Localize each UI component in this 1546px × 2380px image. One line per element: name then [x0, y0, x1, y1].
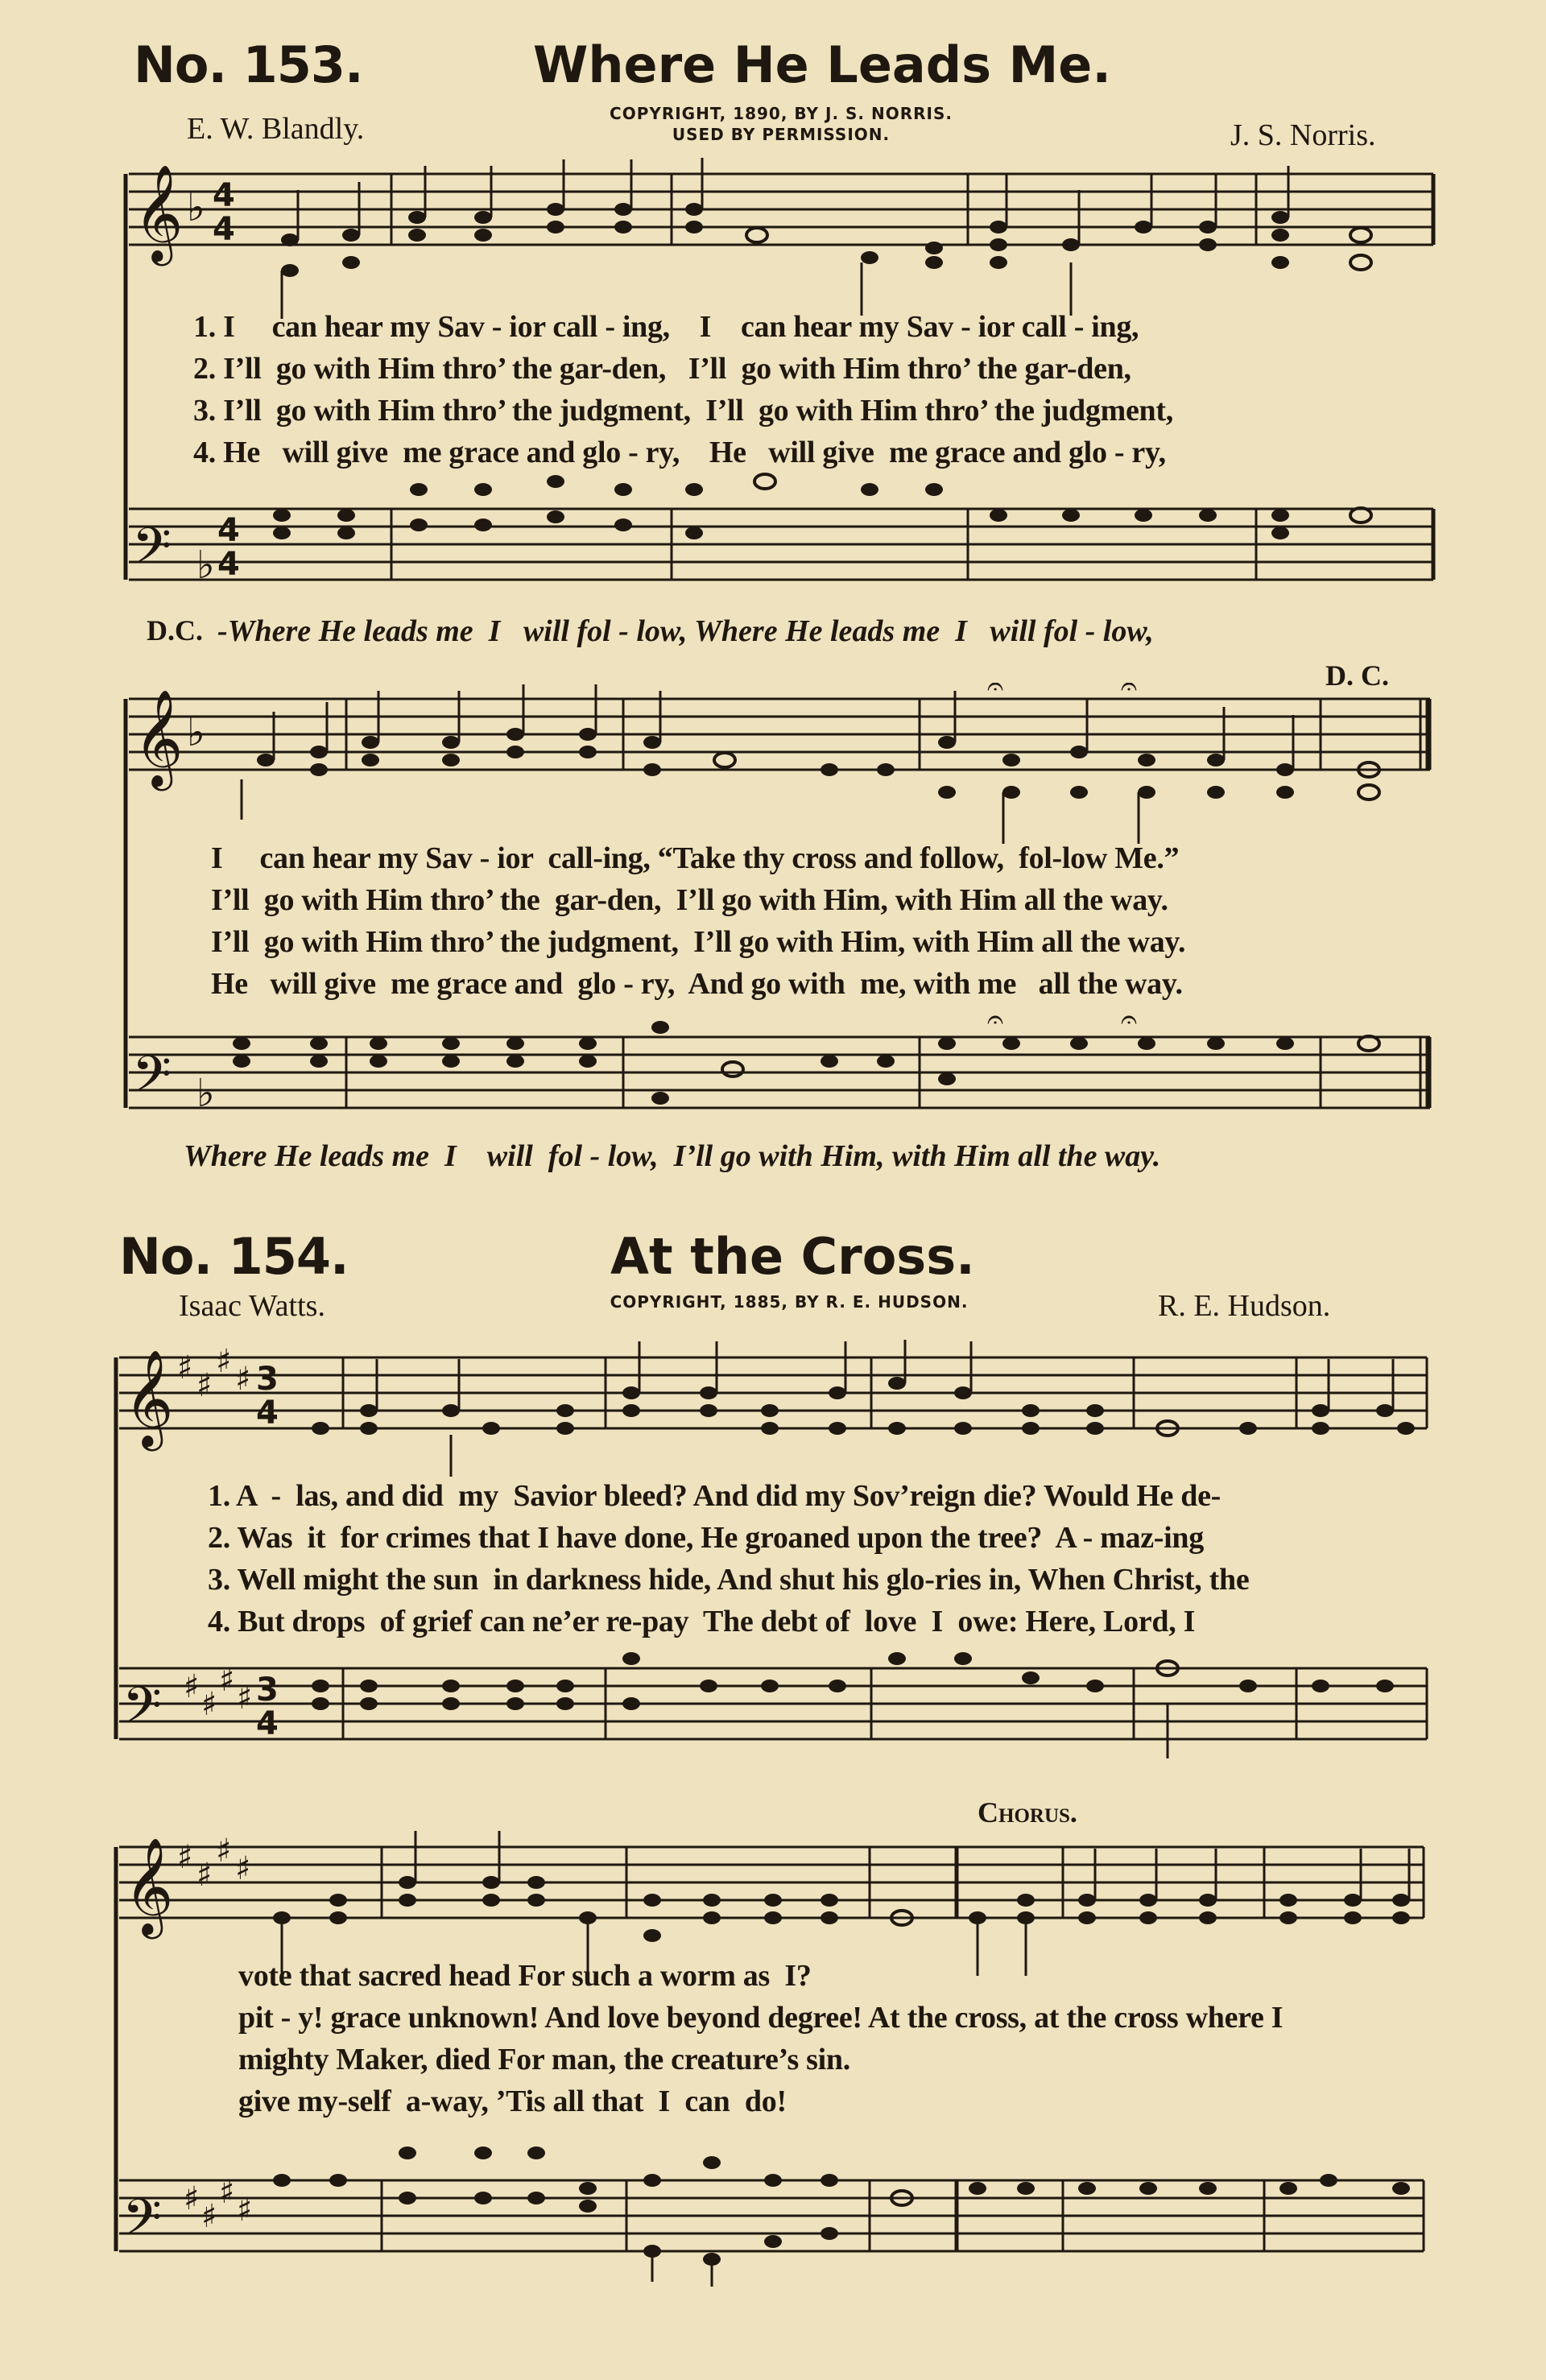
- svg-text:♭: ♭: [196, 1071, 215, 1116]
- svg-text:♯: ♯: [184, 1668, 200, 1705]
- hymn-154-verse-4-line: 4. But drops of grief can ne’er re-pay The debt of love I owe: Here, Lord, I: [208, 1605, 1196, 1638]
- hymn-153-dc-label: D.C.: [147, 614, 203, 647]
- svg-text:𝄞: 𝄞: [124, 1349, 174, 1447]
- hymn-154-author: Isaac Watts.: [179, 1289, 325, 1323]
- svg-text:3: 3: [256, 1671, 279, 1709]
- svg-text:♯: ♯: [196, 1367, 213, 1404]
- hymn-153-verse-2-line: 2. I’ll go with Him thro’ the gar-den, I’ll go with Him thro’ the gar-den,: [193, 352, 1131, 386]
- hymn-153-number: No. 153.: [134, 35, 363, 94]
- hymn-153-dc-mark: D. C.: [1325, 659, 1389, 692]
- svg-text:𝄐: 𝄐: [1121, 683, 1138, 703]
- hymn-153-dc-refrain: -Where He leads me I will fol - low, Where He leads me I will fol - low,: [217, 614, 1154, 648]
- hymn-154-chorus-verse-2: pit - y! grace unknown! And love beyond degree! At the cross, at the cross where I: [238, 2001, 1284, 2035]
- svg-text:𝄐: 𝄐: [987, 683, 1004, 703]
- hymn-153-verse-4-line: 4. He will give me grace and glo - ry, He will give me grace and glo - ry,: [193, 436, 1166, 469]
- svg-text:𝄐: 𝄐: [987, 1003, 1004, 1036]
- hymn-154-composer: R. E. Hudson.: [1158, 1289, 1331, 1323]
- hymn-153-refrain-verse-3: I’ll go with Him thro’ the judgment, I’ll go with Him, with Him all the way.: [211, 925, 1186, 959]
- svg-text:♯: ♯: [177, 1349, 193, 1386]
- svg-text:4: 4: [256, 1395, 279, 1432]
- svg-text:♯: ♯: [216, 1833, 232, 1870]
- hymn-154-chorus-verse-4: give my-self a-way, ’Tis all that I can do!: [238, 2085, 787, 2118]
- svg-text:♯: ♯: [177, 1839, 193, 1876]
- svg-text:4: 4: [217, 546, 240, 583]
- svg-text:♯: ♯: [201, 1686, 217, 1723]
- svg-text:♯: ♯: [219, 2174, 235, 2211]
- hymn-153-refrain-verse-1: I can hear my Sav - ior call-ing, “Take thy cross and follow, fol-low Me.”: [211, 841, 1180, 875]
- svg-text:♯: ♯: [201, 2198, 217, 2235]
- svg-text:♯: ♯: [196, 1857, 213, 1894]
- svg-text:4: 4: [213, 211, 235, 248]
- hymn-153-copyright: [556, 103, 1007, 145]
- svg-text:♯: ♯: [184, 2180, 200, 2217]
- svg-text:3: 3: [256, 1361, 279, 1398]
- hymn-154-system-1-music: [0, 1340, 1546, 1775]
- svg-text:♯: ♯: [237, 2192, 253, 2229]
- copyright-line: USED BY PERMISSION.: [672, 125, 891, 144]
- hymn-154-number: No. 154.: [119, 1227, 349, 1286]
- svg-text:4: 4: [256, 1705, 279, 1742]
- hymn-153-refrain-verse-2: I’ll go with Him thro’ the gar-den, I’ll go with Him, with Him all the way.: [211, 883, 1168, 917]
- hymn-154-verse-2-line: 2. Was it for crimes that I have done, He groaned upon the tree? A - maz-ing: [208, 1521, 1204, 1555]
- hymn-154-verse-1-line: 1. A - las, and did my Savior bleed? And did my Sov’reign die? Would He de-: [208, 1479, 1222, 1513]
- svg-text:𝄐: 𝄐: [1121, 1003, 1138, 1036]
- svg-text:𝄞: 𝄞: [134, 688, 184, 787]
- hymn-153-title: Where He Leads Me.: [533, 35, 1111, 94]
- hymn-154-chorus-label: Chorus.: [978, 1796, 1077, 1828]
- svg-text:4: 4: [213, 177, 235, 214]
- svg-text:𝄞: 𝄞: [124, 1837, 174, 1935]
- svg-text:♭: ♭: [196, 543, 215, 588]
- copyright-line: COPYRIGHT, 1885, BY R. E. HUDSON.: [610, 1292, 969, 1312]
- svg-text:♯: ♯: [235, 1361, 251, 1398]
- hymn-153-refrain-verse-4: He will give me grace and glo - ry, And go with me, with me all the way.: [211, 967, 1183, 1001]
- svg-text:♯: ♯: [237, 1680, 253, 1717]
- svg-text:♯: ♯: [219, 1662, 235, 1699]
- hymn-154-chorus-verse-3: mighty Maker, died For man, the creature’s sin.: [238, 2043, 850, 2076]
- copyright-line: COPYRIGHT, 1890, BY J. S. NORRIS.: [610, 104, 953, 123]
- svg-text:♭: ♭: [187, 185, 205, 230]
- svg-text:♭: ♭: [187, 710, 205, 755]
- hymn-153-verse-1-line: 1. I can hear my Sav - ior call - ing, I can hear my Sav - ior call - ing,: [193, 310, 1139, 344]
- svg-text:𝄢: 𝄢: [122, 2188, 162, 2259]
- svg-text:𝄢: 𝄢: [132, 1044, 172, 1116]
- hymn-154-copyright: [564, 1291, 1015, 1312]
- hymn-154-title: At the Cross.: [610, 1227, 975, 1286]
- hymn-154-chorus-verse-1: vote that sacred head For such a worm as I?: [238, 1959, 812, 1993]
- svg-text:𝄞: 𝄞: [134, 163, 184, 262]
- svg-text:♯: ♯: [216, 1343, 232, 1380]
- hymn-153-author: E. W. Blandly.: [187, 112, 365, 146]
- svg-text:4: 4: [217, 512, 240, 549]
- svg-text:𝄢: 𝄢: [132, 516, 172, 588]
- svg-text:𝄢: 𝄢: [122, 1676, 162, 1747]
- hymn-154-verse-3-line: 3. Well might the sun in darkness hide, And shut his glo-ries in, When Christ, the: [208, 1563, 1250, 1597]
- hymn-153-verse-3-line: 3. I’ll go with Him thro’ the judgment, I’ll go with Him thro’ the judgment,: [193, 394, 1173, 428]
- hymn-153-composer: J. S. Norris.: [1230, 118, 1376, 152]
- hymn-153-refrain-bottom: Where He leads me I will fol - low, I’ll go with Him, with Him all the way.: [184, 1139, 1161, 1173]
- svg-text:♯: ♯: [235, 1850, 251, 1887]
